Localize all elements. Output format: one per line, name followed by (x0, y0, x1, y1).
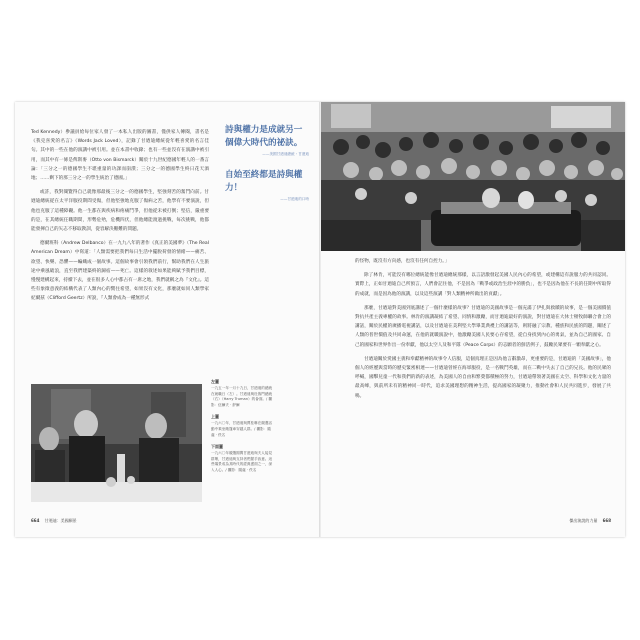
caption-1-title: 左圖 (211, 379, 219, 384)
left-page-number: 664 (31, 518, 40, 523)
caption-3-text: 一九六〇年競選期間甘迺迪與夫人接見群眾，甘迺迪與支持者們握手致意。這些場景成為其時代的經典畫面之一，深入人心。/ 攝影：隨處 · 佚名 (211, 451, 273, 472)
pull-quote-1-source: ——美國甘迺迪總統・甘迺迪 (262, 152, 309, 156)
motorcade-crowd-illustration (321, 102, 625, 251)
right-page-number: 668 (602, 518, 611, 523)
pull-quote-column (225, 124, 309, 214)
right-body-text (355, 257, 611, 406)
right-paragraph-3: 那麼，甘迺迪對美國到底講述了一個什麼樣的故事？甘迺迪的美國故事是一個充滿了伊扎與救贖的故事，是一個美國價值對抗共產主義專權的故事。林肯的演講凝結了希望、同情和激勵，而甘迺迪最好的演說，對甘迺迪在大休士頓牧師聯合會上的講話，關於民權的廣播電視講話，以及甘迺迪在美利堅大學畢業典禮上的講話等，則將融了宗教、種族和民族的問題，闡述了人類的普世價值及共同命運，在他的就職演說中，他激勵美國人民要心存希望，從自身找到內心的勇氣，並為自己的國家、自己的國家和世界作出一份奉獻，他以太空人及和平隊（Peace Corps）的志願者的鮮活例子，鼓勵民眾要有一顆奉獻之心。 (355, 305, 611, 348)
motorcade-crowd-photo (321, 102, 625, 251)
caption-3-title: 下面圖 (211, 444, 223, 450)
dining-room-meeting-illustration (31, 384, 202, 502)
right-paragraph-2: 除了林肯，可能沒有哪位總統能像甘迺迪總統那樣，以言語激發起美國人民內心的希望，或建構這有說服力的共同認同。實際上，正如甘迺迪自己所預言，人們會記住他，不是因為「戰爭或政治生涯中的勝負」，也不是因為他在不長的任期中所取得的成就，而是因為他的演講，以及這些演講「對人類精神所做出的貢獻」。 (355, 273, 611, 297)
photo-captions (211, 379, 273, 480)
book-spread (15, 102, 625, 537)
right-page-footer (569, 518, 611, 524)
right-paragraph-1: 的怪物，既沒有方向感，也沒有任何自控力。」 (355, 259, 450, 264)
pull-quote-2-source: ——甘迺迪的口吻 (280, 197, 309, 201)
caption-2-title: 上圖 (211, 414, 219, 420)
left-paragraph-2: 或許，我對閱覽得自己就像那最後三分之一的德國學生，堅強刻苦的奮鬥向前。甘迺迪總統從在太平洋服役期間受傷，但他堅強地克服了傷病之苦，他學有不要演說，但他也克服了這種障礙。他一生都在與疾病和疼痛鬥爭，但他從未被打倒；堅信，嚴重要的是，在其總統任職期間，形勢危殆，危機四伏，但他總能渡過挑戰，每次挑戰，他都能發揮自己的矢志不移取教訓，從容解決艱難的問題。 (31, 190, 209, 233)
left-running-title: 甘迺迪：美國願景 (44, 518, 77, 523)
left-body-text (31, 128, 209, 309)
left-paragraph-1: Ted Kennedy）參議員給每位家人發了一本私人出版的圖書，僅供家人傳閱，書名是《我克喜愛的名言》（Words Jack Loved），記錄了甘迺迪總統從年輕喜愛的名言佳句。其中的一些在他的演講中被引用。並在本書中收錄；也有一些並沒有在演講中被引用，而其中有一條是俾斯麥（Otto von Bismarck）關於十九世紀德國年輕人的一番言論：「三分之一的德國學生不堪重量的功課而崩潰；三分之一的德國學生終日花天酒地；……剩下的那三分之一的學生統治了德國。」 (31, 130, 209, 182)
left-page (15, 102, 319, 537)
pull-quote-1: 詩與權力是成就另一個偉大時代的祕訣。 (225, 125, 303, 148)
right-page (321, 102, 625, 537)
left-page-footer (31, 518, 77, 524)
right-running-title: 傑出演說的力量 (569, 518, 598, 523)
left-paragraph-3: 德爾班科（Andrew Delbanco）在一九九八年的著作《真正的美國夢》（The Real American Dream）中寫道：「人類需要把我們每日生活中擺脫荷發的情緒——痛苦、欲望、快樂、恐懼——編織成一個故事。這個故事會引領我們前行，幫助我們在人生旅途中乘風破浪，直至我們建築終的歸宿——死亡。這樣的敘述如果能夠賦予我們目標，慢慢建構起來，持續下去，並在很多人心中都占有一席之地，我們就稱之為『文化』。這些有象徵意義的結構代表了人類內心的嚮往希望，如果沒有文化，那麼就如同人類學家紀爾茲（Clifford Geertz）所說，『人類會成為一種無形式 (31, 241, 209, 302)
dining-room-meeting-photo (31, 384, 202, 502)
caption-2-text: 一九六〇年，甘迺迪與賈桂琳在競選活動中乘坐敞篷車穿越人群。/ 攝影：隨處 · 佚名 (211, 421, 273, 437)
pull-quote-2: 自始至終都是詩與權力！ (225, 170, 303, 193)
right-paragraph-4: 甘迺迪關於愛國主義和奉獻精神的故事令人信服，這個真理正是因為他言辭激昂，更重要的是，甘迺迪的「美國故事」，他個人的經歷與當時的歷史緊密相連——甘迺迪曾經在海軍服役，是一名戰鬥英雄，而在二戰中失去了自己的兄長。他的民眾的呼喊，國擊兒童一代和我們的新的表述，為美國人的自由和繁榮都積極的努力，甘迺迪帶領著美國在太空、科學和文化力量的最高峰，與前所未有的精神同一時代，追求美國理想的精神生活，提高國家的凝聚力，推動社會和人民共同進步，發展了共鳴。 (355, 356, 611, 399)
caption-1-text: 一九五一年一月十九日，甘迺迪的總統在就職日（左）。甘迺迪與杜魯門總統（右）（Harry Truman）的會面。/ 攝影：伍爾夫 · 舒爾 (211, 386, 273, 407)
